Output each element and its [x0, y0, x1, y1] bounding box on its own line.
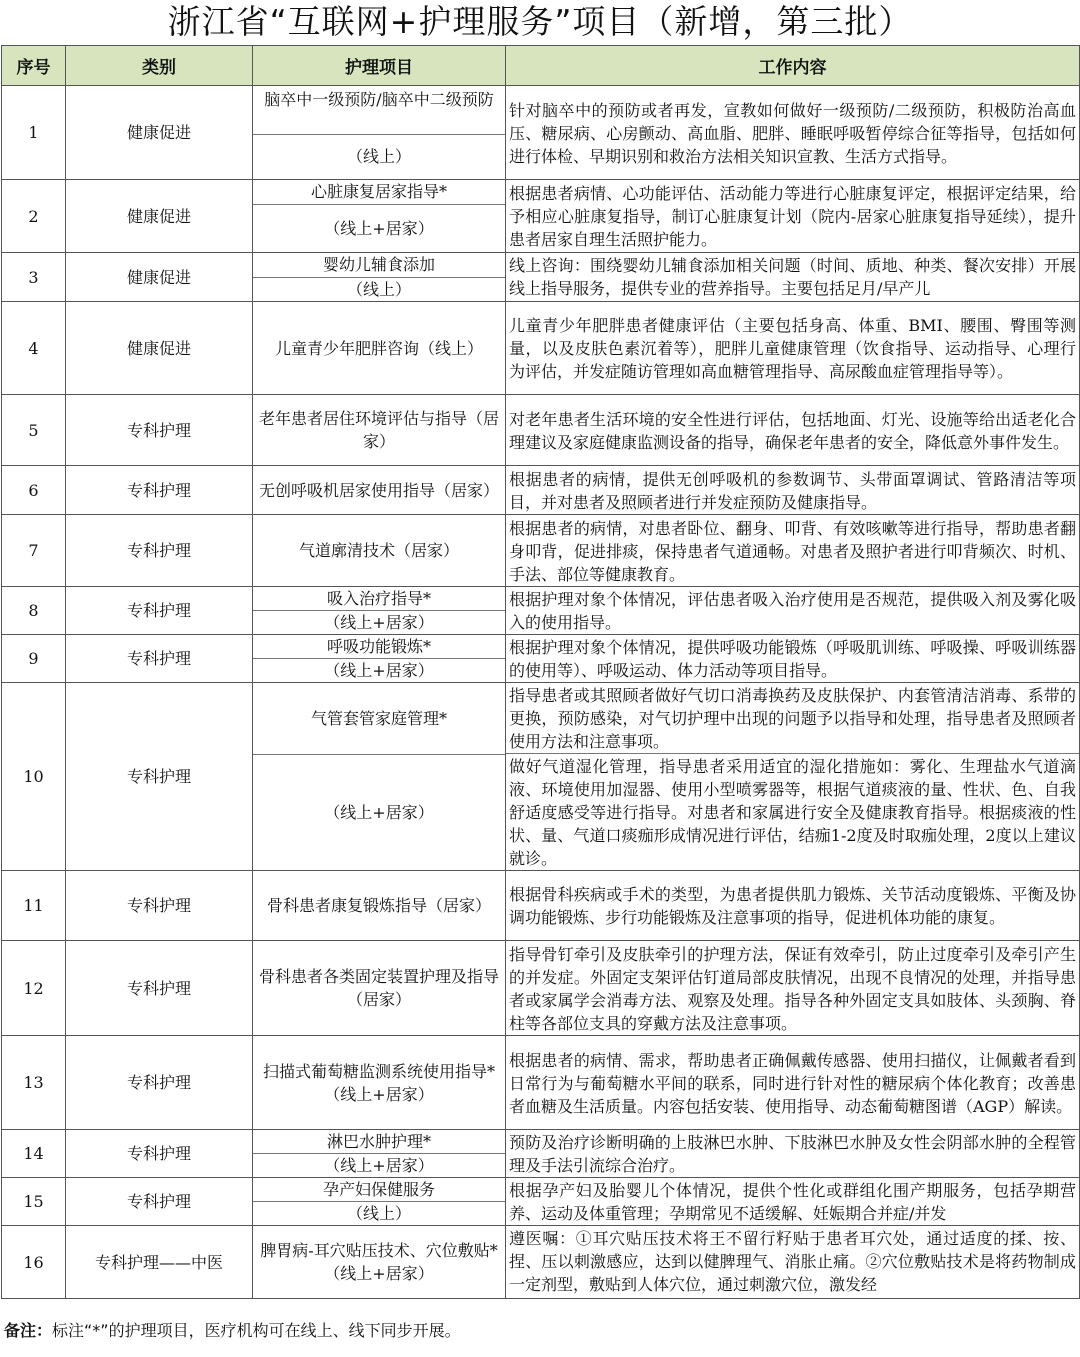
- row-no: 14: [2, 1130, 66, 1178]
- row-no: 13: [2, 1036, 66, 1130]
- row-content: 根据患者的病情，对患者卧位、翻身、叩背、有效咳嗽等进行指导，帮助患者翻身叩背，促进排痰，保持患者气道通畅。对患者及照护者进行叩背频次、时机、手法、部位等健康教育。: [506, 515, 1080, 587]
- row-item: [253, 635, 506, 683]
- table-row: [2, 466, 1080, 515]
- row-item: [253, 587, 506, 635]
- nursing-items-table: [1, 45, 1080, 1299]
- row-content: 对老年患者生活环境的安全性进行评估，包括地面、灯光、设施等给出适老化合理建议及家庭健康监测设备的指导，确保老年患者的安全，降低意外事件发生。: [506, 395, 1080, 466]
- row-content: 根据患者病情、心功能评估、活动能力等进行心脏康复评定，根据评定结果，给予相应心脏康复指导，制订心脏康复计划（院内-居家心脏康复指导延续），提升患者居家自理生活照护能力。: [506, 180, 1080, 253]
- row-category: 专科护理——中医: [66, 1226, 253, 1299]
- row-no: 16: [2, 1226, 66, 1299]
- footnote-text: 标注“*”的护理项目，医疗机构可在线上、线下同步开展。: [52, 1321, 461, 1340]
- item-mode: （线上）: [253, 134, 505, 179]
- row-no: 8: [2, 587, 66, 635]
- row-no: 2: [2, 180, 66, 253]
- item-mode: （线上+居家）: [253, 204, 505, 252]
- row-content: 根据患者的病情、需求，帮助患者正确佩戴传感器、使用扫描仪，让佩戴者看到日常行为与葡萄糖水平间的联系，同时进行针对性的糖尿病个体化教育；改善患者血糖及生活质量。内容包括安装、使用指导、动态葡萄糖图谱（AGP）解读。: [506, 1036, 1080, 1130]
- row-item: [253, 1130, 506, 1178]
- row-item: [253, 86, 506, 180]
- row-content: 根据骨科疾病或手术的类型，为患者提供肌力锻炼、关节活动度锻炼、平衡及协调功能锻炼、步行功能锻炼及注意事项的指导，促进机体功能的康复。: [506, 871, 1080, 941]
- item-mode: （线上+居家）: [253, 658, 505, 682]
- item-mode: （线上+居家）: [253, 754, 505, 870]
- item-name: 气管套管家庭管理*: [310, 708, 447, 728]
- row-item: 老年患者居住环境评估与指导（居家）: [253, 395, 506, 466]
- table-row: [2, 587, 1080, 635]
- item-name: 淋巴水肿护理*: [326, 1132, 431, 1151]
- item-name: 心脏康复居家指导*: [310, 182, 447, 201]
- item-name: 扫描式葡萄糖监测系统使用指导*: [262, 1061, 495, 1081]
- item-mode: （线上+居家）: [324, 1084, 434, 1104]
- row-no: 6: [2, 466, 66, 515]
- row-item: 骨科患者康复锻炼指导（居家）: [253, 871, 506, 941]
- table-row: [2, 1036, 1080, 1130]
- table-row: [2, 683, 1080, 871]
- header-item: 护理项目: [253, 46, 506, 86]
- row-no: 15: [2, 1178, 66, 1226]
- row-category: 专科护理: [66, 635, 253, 683]
- row-category: 专科护理: [66, 1036, 253, 1130]
- row-category: 专科护理: [66, 1178, 253, 1226]
- table-row: [2, 180, 1080, 253]
- row-no: 7: [2, 515, 66, 587]
- row-content: 根据患者的病情，提供无创呼吸机的参数调节、头带面罩调试、管路清洁等项目，并对患者及照顾者进行并发症预防及健康指导。: [506, 466, 1080, 515]
- item-mode: （线上+居家）: [324, 1264, 434, 1283]
- item-name: 孕产妇保健服务: [322, 1180, 435, 1199]
- row-category: 健康促进: [66, 253, 253, 302]
- table-row: [2, 635, 1080, 683]
- item-name: 呼吸功能锻炼*: [326, 637, 431, 656]
- row-content: 指导骨钉牵引及皮肤牵引的护理方法，保证有效牵引，防止过度牵引及牵引产生的并发症。外固定支架评估钉道局部皮肤情况，出现不良情况的处理，并指导患者或家属学会消毒方法、观察及处理。指导各种外固定支具如肢体、头颈胸、脊柱等各部位支具的穿戴方法及注意事项。: [506, 941, 1080, 1036]
- row-no: 3: [2, 253, 66, 302]
- row-category: 专科护理: [66, 871, 253, 941]
- table-row: [2, 941, 1080, 1036]
- row-category: 专科护理: [66, 587, 253, 635]
- row-item: 儿童青少年肥胖咨询（线上）: [253, 302, 506, 395]
- table-row: [2, 1130, 1080, 1178]
- row-content: 儿童青少年肥胖患者健康评估（主要包括身高、体重、BMI、腰围、臀围等测量，以及皮肤色素沉着等），肥胖儿童健康管理（饮食指导、运动指导、心理行为评估，并发症随访管理如高血糖管理指导、高尿酸血症管理指导等）。: [506, 302, 1080, 395]
- table-row: [2, 86, 1080, 180]
- content-part-2: 做好气道湿化管理，指导患者采用适宜的湿化措施如：雾化、生理盐水气道滴液、环境使用加湿器、使用小型喷雾器等，根据气道痰液的量、性状、色、自我舒适度感受等进行指导。对患者和家属进行安全及健康教育指导。根据痰液的性状、量、气道口痰痂形成情况进行评估，结痂1-2度及时取痂处理，2度以上建议就诊。: [506, 753, 1079, 870]
- table-row: [2, 1178, 1080, 1226]
- row-category: 专科护理: [66, 466, 253, 515]
- row-category: 专科护理: [66, 683, 253, 871]
- row-category: 健康促进: [66, 302, 253, 395]
- row-item: [253, 180, 506, 253]
- row-item: [253, 253, 506, 302]
- footnote: [4, 1318, 461, 1341]
- page-title: 浙江省“互联网+护理服务”项目（新增，第三批）: [167, 2, 913, 41]
- row-no: 1: [2, 86, 66, 180]
- item-name: 婴幼儿辅食添加: [322, 255, 435, 274]
- row-content: 遵医嘱：①耳穴贴压技术将王不留行籽贴于患者耳穴处，通过适度的揉、按、捏、压以刺激感应，达到以健脾理气、消胀止痛。②穴位敷贴技术是将药物制成一定剂型，敷贴到人体穴位，通过刺激穴位，激发经: [506, 1226, 1080, 1299]
- row-category: 健康促进: [66, 86, 253, 180]
- row-category: 专科护理: [66, 1130, 253, 1178]
- table-row: [2, 395, 1080, 466]
- row-item: 骨科患者各类固定装置护理及指导（居家）: [253, 941, 506, 1036]
- item-mode: （线上+居家）: [253, 610, 505, 634]
- table-row: [2, 871, 1080, 941]
- row-item: 无创呼吸机居家使用指导（居家）: [253, 466, 506, 515]
- row-no: 5: [2, 395, 66, 466]
- header-content: 工作内容: [506, 46, 1080, 86]
- row-item: [253, 1036, 506, 1130]
- row-content: 根据护理对象个体情况，评估患者吸入治疗使用是否规范，提供吸入剂及雾化吸入的使用指导。: [506, 587, 1080, 635]
- table-row: [2, 302, 1080, 395]
- row-no: 4: [2, 302, 66, 395]
- item-mode: （线上）: [253, 1201, 505, 1225]
- row-category: 专科护理: [66, 515, 253, 587]
- row-content: 线上咨询：围绕婴幼儿辅食添加相关问题（时间、质地、种类、餐次安排）开展线上指导服务，提供专业的营养指导。主要包括足月/早产儿: [506, 253, 1080, 302]
- item-name: 脑卒中一级预防/脑卒中二级预防: [264, 90, 494, 109]
- row-category: 健康促进: [66, 180, 253, 253]
- row-no: 11: [2, 871, 66, 941]
- row-content: 预防及治疗诊断明确的上肢淋巴水肿、下肢淋巴水肿及女性会阴部水肿的全程管理及手法引流综合治疗。: [506, 1130, 1080, 1178]
- row-item: [253, 683, 506, 871]
- row-item: [253, 1226, 506, 1299]
- item-mode: （线上）: [253, 277, 505, 301]
- row-no: 10: [2, 683, 66, 871]
- row-category: 专科护理: [66, 941, 253, 1036]
- table-header-row: [2, 46, 1080, 86]
- table-row: [2, 253, 1080, 302]
- item-mode: （线上+居家）: [253, 1153, 505, 1177]
- header-category: 类别: [66, 46, 253, 86]
- row-category: 专科护理: [66, 395, 253, 466]
- row-no: 12: [2, 941, 66, 1036]
- footnote-label: 备注：: [4, 1321, 53, 1340]
- row-item: 气道廓清技术（居家）: [253, 515, 506, 587]
- row-content: [506, 683, 1080, 871]
- row-content: 根据孕产妇及胎婴儿个体情况，提供个性化或群组化围产期服务，包括孕期营养、运动及体重管理；孕期常见不适缓解、妊娠期合并症/并发: [506, 1178, 1080, 1226]
- item-name: 吸入治疗指导*: [326, 589, 431, 608]
- table-row: [2, 1226, 1080, 1299]
- content-part-1: 指导患者或其照顾者做好气切口消毒换药及皮肤保护、内套管清洁消毒、系带的更换，预防感染，对气切护理中出现的问题予以指导和处理，指导患者及照顾者使用方法和注意事项。: [509, 686, 1076, 751]
- row-no: 9: [2, 635, 66, 683]
- row-content: 针对脑卒中的预防或者再发，宣教如何做好一级预防/二级预防，积极防治高血压、糖尿病、心房颤动、高血脂、肥胖、睡眠呼吸暂停综合征等指导，包括如何进行体检、早期识别和救治方法相关知识宣教、生活方式指导。: [506, 86, 1080, 180]
- row-content: 根据护理对象个体情况，提供呼吸功能锻炼（呼吸肌训练、呼吸操、呼吸训练器的使用等）、呼吸运动、体力活动等项目指导。: [506, 635, 1080, 683]
- table-row: [2, 515, 1080, 587]
- item-name: 脾胃病-耳穴贴压技术、穴位敷贴*: [260, 1241, 498, 1260]
- row-item: [253, 1178, 506, 1226]
- header-no: 序号: [2, 46, 66, 86]
